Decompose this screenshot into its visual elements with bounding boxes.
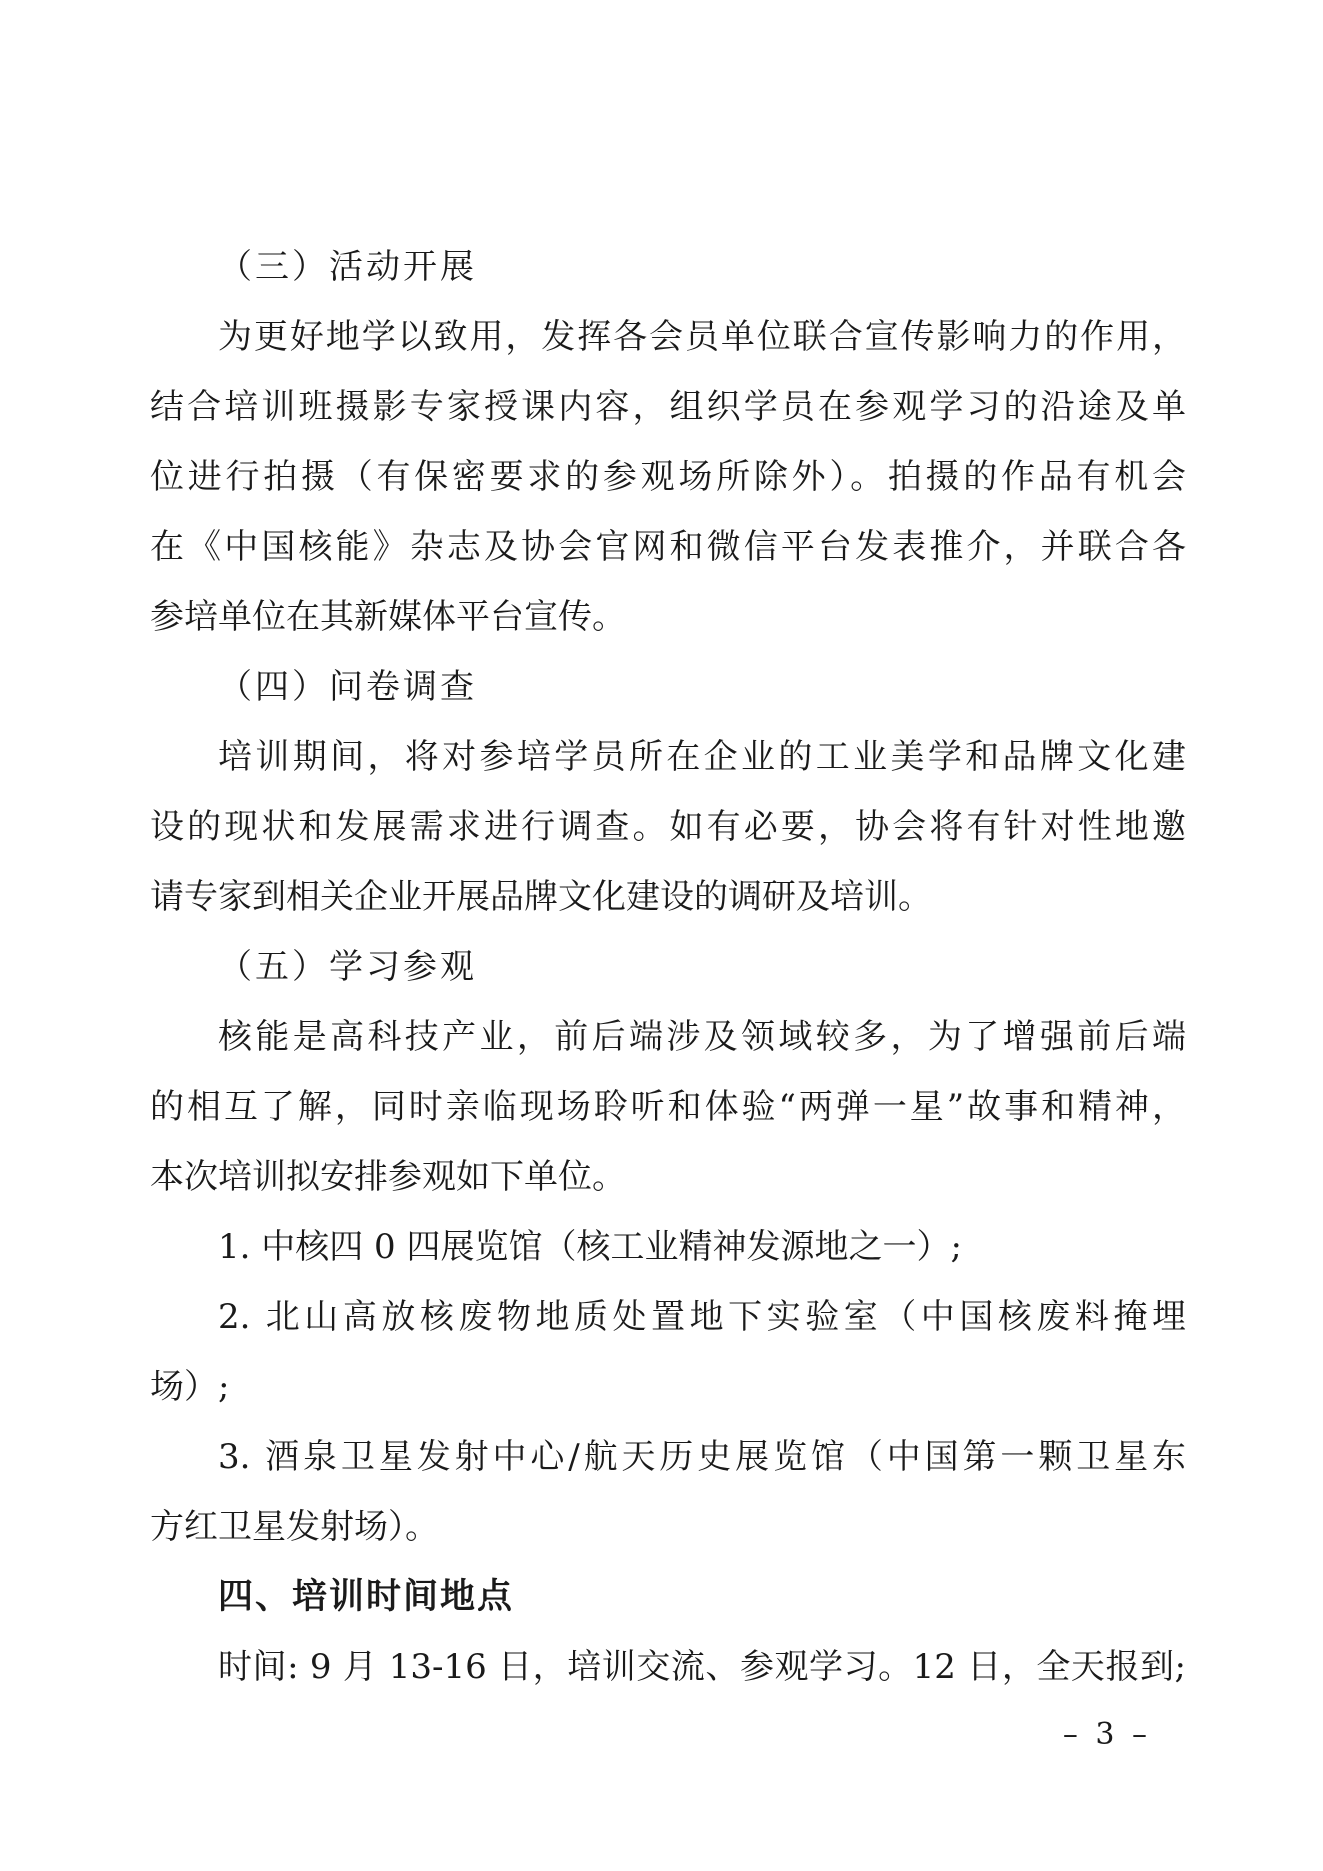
paragraph-line: 培训期间，将对参培学员所在企业的工业美学和品牌文化建 — [218, 737, 1186, 777]
paragraph-line: 时间: 9 月 13-16 日，培训交流、参观学习。12 日，全天报到; — [218, 1647, 1186, 1687]
paragraph-line: 在《中国核能》杂志及协会官网和微信平台发表推介，并联合各 — [150, 527, 1186, 567]
document-body — [150, 232, 1186, 1702]
section-heading-text: 四、培训时间地点 — [218, 1577, 515, 1617]
list-item-line: 2. 北山高放核废物地质处置地下实验室（中国核废料掩埋 — [218, 1297, 1186, 1337]
list-item-line: 3. 酒泉卫星发射中心/航天历史展览馆（中国第一颗卫星东 — [218, 1437, 1186, 1477]
para-activities — [150, 302, 1186, 652]
para-study-visit — [150, 1002, 1186, 1212]
page-number: – 3 – — [1062, 1717, 1151, 1752]
heading-activities — [150, 232, 1186, 302]
paragraph-line: 本次培训拟安排参观如下单位。 — [150, 1157, 626, 1197]
list-item-line: 场）; — [150, 1367, 230, 1407]
paragraph-line: 为更好地学以致用，发挥各会员单位联合宣传影响力的作用， — [218, 317, 1186, 357]
visit-item-2 — [150, 1282, 1186, 1422]
para-time — [150, 1632, 1186, 1702]
heading-study-visit — [150, 932, 1186, 1002]
paragraph-line: 结合培训班摄影专家授课内容，组织学员在参观学习的沿途及单 — [150, 387, 1186, 427]
paragraph-line: 请专家到相关企业开展品牌文化建设的调研及培训。 — [150, 877, 932, 917]
section-heading-text: （四）问卷调查 — [218, 667, 477, 707]
list-item-line: 方红卫星发射场）。 — [150, 1507, 439, 1547]
visit-item-1 — [150, 1212, 1186, 1282]
para-questionnaire — [150, 722, 1186, 932]
paragraph-line: 参培单位在其新媒体平台宣传。 — [150, 597, 626, 637]
paragraph-line: 设的现状和发展需求进行调查。如有必要，协会将有针对性地邀 — [150, 807, 1186, 847]
section-heading-text: （三）活动开展 — [218, 247, 477, 287]
paragraph-line: 核能是高科技产业，前后端涉及领域较多，为了增强前后端 — [218, 1017, 1186, 1057]
paragraph-line: 的相互了解，同时亲临现场聆听和体验“两弹一星”故事和精神， — [150, 1087, 1186, 1127]
list-item-line: 1. 中核四 0 四展览馆（核工业精神发源地之一）; — [218, 1227, 962, 1267]
visit-item-3 — [150, 1422, 1186, 1562]
paragraph-line: 位进行拍摄（有保密要求的参观场所除外）。拍摄的作品有机会 — [150, 457, 1186, 497]
section-heading-text: （五）学习参观 — [218, 947, 477, 987]
heading-time-place — [150, 1562, 1186, 1632]
heading-questionnaire — [150, 652, 1186, 722]
